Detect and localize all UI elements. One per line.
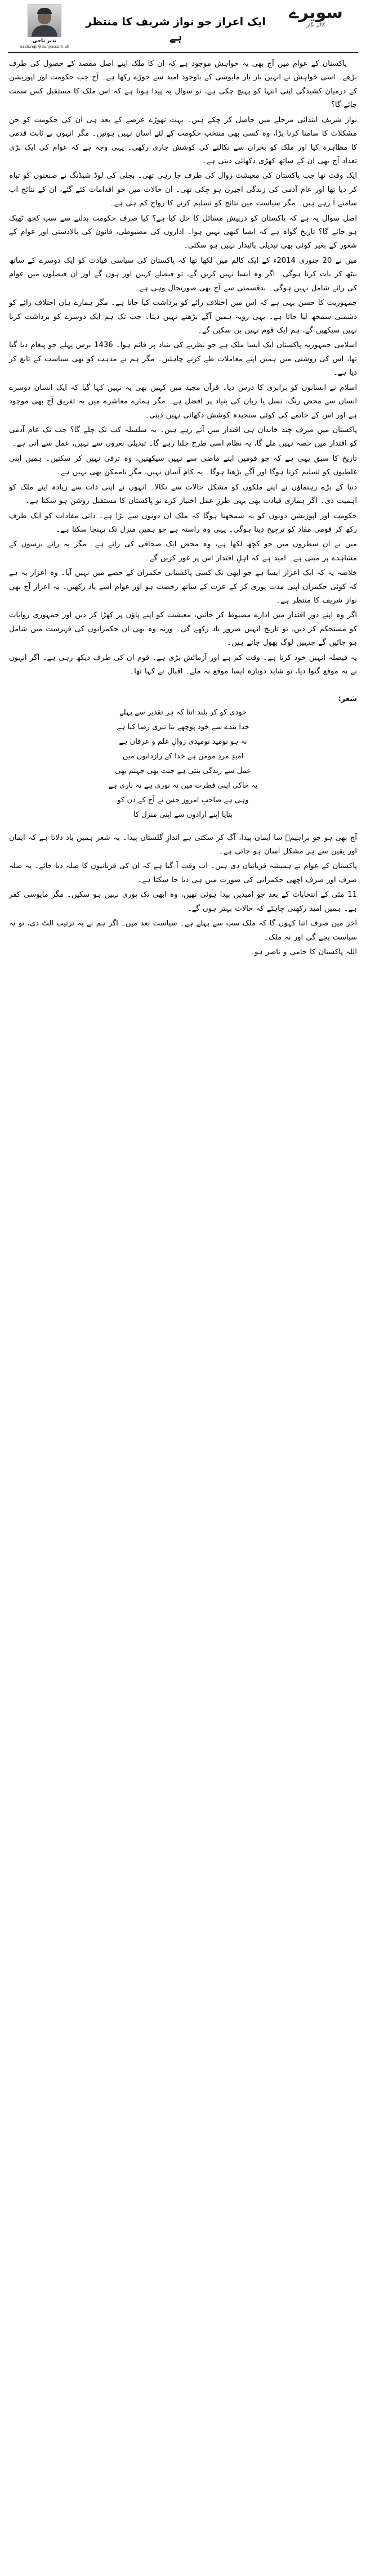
poem-line: وہی ہے صاحبِ امروز جس نے آج کے دن کو [117,795,249,804]
article-paragraph: میں نے ان سطروں میں جو کچھ لکھا ہے، وہ محض ایک صحافی کی رائے ہے۔ مگر یہ رائے برسوں کے مشاہدے پر مبنی ہے۔ امید ہے کہ اہلِ اقتدار اس پر غور کریں گے۔ [9,540,357,563]
author-block [11,5,78,49]
poem-line: خودی کو کر بلند اتنا کہ ہر تقدیر سے پہلے [119,708,247,717]
author-email: nazir.naji@dunya.com.pk [19,44,70,49]
poem-line: نہ ہو نومید نومیدی زوالِ علم و عرفاں ہے [119,737,247,746]
brand-block [274,5,358,28]
brand-subtitle: کالم نگار [306,23,325,28]
article-paragraph: اصل سوال یہ ہے کہ پاکستان کو درپیش مسائل کا حل کیا ہے؟ کیا صرف حکومت بدلنے سے سب کچھ ٹھیک ہو جائے گا؟ تاریخ گواہ ہے کہ ایسا کبھی نہیں ہوا۔ اداروں کی مضبوطی، قانون کی بالادستی اور عوام کے شعور کے بغیر کوئی بھی تبدیلی پائیدار نہیں ہو سکتی۔ [9,214,357,250]
poem-line: عمل سے زندگی بنتی ہے جنت بھی جہنم بھی [115,766,251,775]
article-paragraph: تاریخ کا سبق یہی ہے کہ جو قومیں اپنے ماضی سے نہیں سیکھتیں، وہ ترقی نہیں کر سکتیں۔ ہمیں اپنی غلطیوں کو تسلیم کرنا ہوگا اور آگے بڑھنا ہوگا۔ یہ کام آسان نہیں، مگر ناممکن بھی نہیں ہے۔ [9,454,357,477]
article-paragraph: آخر میں صرف اتنا کہوں گا کہ ملک سب سے پہلے ہے۔ سیاست بعد میں۔ اگر ہم نے یہ ترتیب الٹ دی، تو نہ سیاست بچے گی اور نہ ملک۔ [9,919,357,942]
author-name: نذیر ناجی [32,38,57,44]
article-paragraph: پاکستان میں صرف چند خاندان ہی اقتدار میں آتے رہے ہیں۔ یہ سلسلہ کب تک چلے گا؟ جب تک عام آدمی کو اقتدار میں حصہ نہیں ملے گا، یہ نظام اسی طرح چلتا رہے گا۔ تبدیلی نعروں سے نہیں، عمل سے آتی ہے۔ [9,425,357,448]
article-paragraph: دنیا کے بڑے رہنماؤں نے اپنے ملکوں کو مشکل حالات سے نکالا۔ انہوں نے اپنی ذات سے زیادہ اپنے ملک کو اہمیت دی۔ اگر ہماری قیادت بھی یہی طرزِ عمل اختیار کرے تو پاکستان کا مستقبل روشن ہو سکتا ہے۔ [9,483,357,506]
article-paragraph: اسلام نے انسانوں کو برابری کا درس دیا۔ قرآن مجید میں کہیں بھی یہ نہیں کہا گیا کہ ایک انسان دوسرے انسان سے محض رنگ، نسل یا زبان کی بنیاد پر افضل ہے۔ مگر ہمارے معاشرے میں یہ تفریق آج بھی موجود ہے اور اس کے خاتمے کی کوئی سنجیدہ کوشش دکھائی نہیں دیتی۔ [9,383,357,420]
article-paragraph: اللہ پاکستان کا حامی و ناصر ہو۔ [250,947,357,956]
avatar-body-shape [32,25,57,37]
article-paragraph: آج بھی ہو جو براہیمؑ سا ایمان پیدا، آگ کر سکتی ہے اندازِ گلستاں پیدا۔ یہ شعر ہمیں یاد دلاتا ہے کہ ایمان اور یقین سے ہر مشکل آسان ہو جاتی ہے۔ [9,833,357,856]
poem-line: یہ خاکی اپنی فطرت میں نہ نوری ہے نہ ناری ہے [108,781,258,790]
poem-line: خدا بندے سے خود پوچھے بتا تیری رضا کیا ہے [117,722,249,731]
article-paragraph: نواز شریف ابتدائی مرحلے میں حاصل کر چکے ہیں۔ بہت تھوڑے عرصے کے بعد ہی ان کی حکومت کو جن مشکلات کا سامنا کرنا پڑا، وہ کسی بھی منتخب حکومت کے لئے آسان نہیں ہوتیں۔ مگر انہوں نے ثابت قدمی کا مظاہرہ کیا اور ملک کو بحران سے نکالنے کی کوشش جاری رکھی۔ یہی وجہ ہے کہ عوام کی ایک بڑی تعداد آج بھی ان کے ساتھ کھڑی دکھائی دیتی ہے۔ [9,115,357,165]
page-title: ایک اعزاز جو نواز شریف کا منتظر ہے [86,16,266,43]
masthead [0,0,366,49]
poem-line: بنایا اپنے ارادوں سے اپنی منزل کا [133,810,233,819]
poem-line: امیدِ مردِ مومن ہے خدا کے رازدانوں میں [122,752,244,761]
poem-block [0,704,366,827]
headline-wrap [78,5,274,44]
article-paragraph: پاکستان کے عوام نے ہمیشہ قربانیاں دی ہیں۔ اب وقت آ گیا ہے کہ ان کی قربانیوں کا صلہ دیا جائے۔ یہ صلہ صرف اور صرف اچھی حکمرانی کی صورت میں ہی دیا جا سکتا ہے۔ [9,862,357,884]
article-paragraph: اگر وہ اپنے دورِ اقتدار میں ادارے مضبوط کر جائیں، معیشت کو اپنے پاؤں پر کھڑا کر دیں اور جمہوری روایات کو مستحکم کر دیں، تو تاریخ انہیں ضرور یاد رکھے گی۔ ورنہ وہ بھی ان حکمرانوں کی فہرست میں شامل ہو جائیں گے جنہیں لوگ بھول جاتے ہیں۔ [9,611,357,648]
article-paragraph: 11 مئی کے انتخابات کے بعد جو امیدیں پیدا ہوئی تھیں، وہ ابھی تک پوری نہیں ہو سکیں۔ مگر مایوسی کفر ہے۔ ہمیں امید رکھنی چاہئے کہ حالات بہتر ہوں گے۔ [9,891,357,913]
article-closing [0,827,366,972]
article-paragraph: حکومت اور اپوزیشن دونوں کو یہ سمجھنا ہوگا کہ ملک ان دونوں سے بڑا ہے۔ ذاتی مفادات کو ایک طرف رکھ کر قومی مفاد کو ترجیح دینا ہوگی۔ یہی وہ راستہ ہے جو ہمیں منزل تک پہنچا سکتا ہے۔ [9,511,357,534]
brand-logo: سویرے [289,3,343,23]
article-paragraph: پاکستان کے عوام میں آج بھی یہ خواہش موجود ہے کہ ان کا ملک اپنے اصل مقصد کے حصول کی طرف بڑھے۔ اسی خواہش نے انہیں بار بار مایوسی کے باوجود امید سے جوڑے رکھا ہے۔ آج جب حکومت اور اپوزیشن کے درمیان کشیدگی اپنی انتہا کو پہنچ چکی ہے، تو سوال یہ پیدا ہوتا ہے کہ اس ملک کا مستقبل کس سمت جائے گا؟ [9,60,357,110]
avatar [28,5,61,37]
article-paragraph: جمہوریت کا حسن یہی ہے کہ اس میں اختلاف رائے کو برداشت کیا جاتا ہے۔ مگر ہمارے ہاں اختلاف رائے کو دشمنی سمجھ لیا جاتا ہے۔ یہی رویہ ہمیں آگے بڑھنے نہیں دیتا۔ جب تک ہم ایک دوسرے کو برداشت کرنا نہیں سیکھیں گے، ہم ایک قوم نہیں بن سکیں گے۔ [9,299,357,335]
article-body [0,53,366,691]
poem-label: شعر: [338,694,357,703]
article-paragraph: میں نے 20 جنوری 2014ء کے ایک کالم میں لکھا تھا کہ پاکستان کی سیاسی قیادت کو ایک دوسرے کے ساتھ بیٹھ کر بات کرنا ہوگی۔ اگر وہ ایسا نہیں کریں گے، تو فیصلے کہیں اور ہوں گے اور ان فیصلوں میں عوام کی رائے شامل نہیں ہوگی۔ بدقسمتی سے آج بھی صورتحال وہی ہے۔ [9,256,357,293]
article-paragraph: اسلامی جمہوریہ پاکستان ایک ایسا ملک ہے جو نظریے کی بنیاد پر قائم ہوا۔ 1436 برس پہلے جو پیغام دیا گیا تھا، اس کی روشنی میں ہمیں اپنے معاملات طے کرنے چاہئیں۔ مگر ہم نے مذہب کو بھی سیاست کے تابع کر دیا ہے۔ [9,341,357,377]
avatar-hair-shape [37,8,52,14]
article-paragraph: یہ فیصلہ انہیں خود کرنا ہے۔ وقت کم ہے اور آزمائش بڑی ہے۔ قوم ان کی طرف دیکھ رہی ہے۔ اگر انہوں نے یہ موقع گنوا دیا، تو شاید دوبارہ ایسا موقع نہ ملے۔ اقبال نے کہا تھا۔ [9,653,357,676]
article-paragraph: خلاصہ یہ کہ ایک اعزاز ایسا ہے جو ابھی تک کسی پاکستانی حکمران کے حصے میں نہیں آیا۔ وہ اعزاز یہ ہے کہ کوئی حکمران اپنی مدت پوری کر کے عزت کے ساتھ رخصت ہو اور عوام اسے یاد رکھیں۔ یہ اعزاز آج بھی نواز شریف کا منتظر ہے۔ [9,569,357,605]
article-paragraph: ایک وقت تھا جب پاکستان کی معیشت زوال کی طرف جا رہی تھی۔ بجلی کی لوڈ شیڈنگ نے صنعتوں کو تباہ کر دیا تھا اور عام آدمی کی زندگی اجیرن ہو چکی تھی۔ ان حالات میں جو اقدامات کئے گئے، ان کے نتائج اب سامنے آ رہے ہیں۔ مگر سیاست میں نتائج کو تسلیم کرنے کا رواج کم ہی ہے۔ [9,172,357,208]
